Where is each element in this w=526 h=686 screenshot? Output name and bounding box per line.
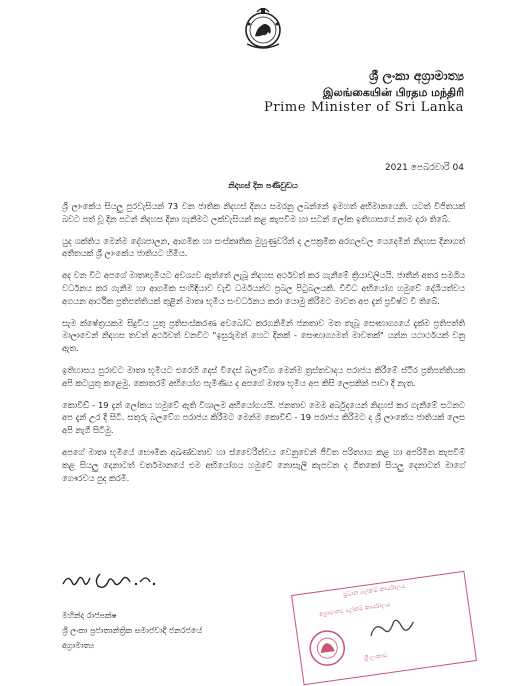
signer-title: අග්‍රාමාත්‍ය [62,641,95,650]
stamp-line: ශ්‍රී ලංකාව [363,651,388,663]
english-title: Prime Minister of Sri Lanka [264,100,464,115]
sri-lanka-emblem [241,6,285,52]
stamp-line: අග්‍රාමාත්‍ය ලේකම් කාර්යාලය [318,600,391,618]
paragraph: ඉතිහාසය පුරාවට මාතෘ භූමියට එරෙහි දෙස් විදෙස් බලවේග මෙන්ම ත්‍රස්තවාදය පරාජය කිරීමේ ස්ථිර ප්‍රතිපත්තියක අපි කටයුතු කළෙමු. කොතරම් අභියෝග පැමිණිය ද අපගේ මාතෘ භූමිය අප කිසි ලෙසකින් පාවා දී නැත. [62,364,465,388]
tamil-title: இலங்கையின் பிரதம மந்திரி [322,86,464,99]
signer-party: ශ්‍රී ලංකා ප්‍රජාතාන්ත්‍රික සමාජවාදී ජනරජයේ [62,626,203,635]
letter-subject: නිදහස් දින පණිවුඩය [228,181,298,190]
paragraph: යුද ශක්තිය මෙන්ම දේශපාලන, ආගමික හා සංස්කෘතික මුහුණුවරින් ද උපක්‍රමික අරගලවල යෙදෙමින් නිදහස දිනාගත් අතීතයක් ශ්‍රී ලාංකේය ජාතියට හිමිය. [62,235,465,259]
paragraph: අපගේ මාතෘ භූමියේ භෞමික අඛණ්ඩතාව හා ස්වෛරීත්වය වෙනුවෙන් ජීවිත පරිත්‍යාග කළ හා අපරිමිත කැපවීම් කළ සියලු දෙනාටත් වර්තමානයේ එම අභියෝගය හමුවේ නොසැලී කැපවන ද ගිතකෝ සියලු දෙනාටත් මාගේ ගෞරවය පුද කරමි. [62,446,465,483]
signer-name: මහින්ද රාජපක්ෂ [62,611,117,620]
letter-date: 2021 පෙබරවාරි 04 [384,163,464,173]
handwritten-signature [60,566,180,594]
stamp-line: ප්‍රධාන ලේකම් කාර්යාලය [342,582,406,599]
letter-body [62,200,465,493]
paragraph: අද වන විට අපගේ මාතෘභූමියට අවශ්‍යව ඇත්තේ ලැබූ නිදහස අර්ථවත් කර ගැනීමේ ක්‍රියාවලියයි. ජාතීන් අතර සමගිය වර්ධනය කර ගැනීම හා ආගමික සංහිඳියාව වැඩි ධර්මයන්ට ප්‍රබල පිටුබලයකි. විවිධ අභියෝග හමුවේ දේශියත්වය අගයන ආර්ථික ප්‍රතිපත්තියක් තුළින් මාතෘ භූමිය සංවර්ධනය කරා යොමු කිරීමට මාවත අප දැන් ප්‍රවිෂ්ට වී තිබේ. [62,270,465,306]
paragraph: කොවිඩ් - 19 දැන් ලෝකය හමුවේ ඇති විශාලම අභියෝගයයි. ජනතාව මෙම අර්බුදයෙන් නිදහස් කර ගැනීමේ සටනට අප දැන් උර දී සිටී. සතුරු බලවේග පරාජය කිරීමට මෙන්ම කොවිඩ් - 19 පරාජය කිරීමට ද ශ්‍රී ලාංකේය ජාතියක් ලෙස අපි නැගී සිටිමු. [62,399,465,436]
office-stamp [290,570,477,686]
paragraph: සැම ක්ෂේත්‍රයකම සිදුවිය යුතු ප්‍රතිසංස්කරණ අවබෝධ කරගනිමින් ජනතාව මත තැබූ සෞභාග්‍යයේ දැක්ම ප්‍රතිපත්ති මාලාවෙන් නිදහස තවත් අර්ථවත් වනවිට "ඉසුරුමත් හෙට දිනක් - සෞභාග්‍යමත් මාවතක්" යන්න යථාර්ථයක් වනු ඇත. [62,317,465,354]
paragraph: ශ්‍රී ලාංකේය සියලු පුරවැසියන් 73 වන ජාතික නිදහස් දිනය සමරනු ලබන්නේ ඉමහත් අභිමානයෙනි. යටත් විජිතයක් බවට පත් වූ දින පටන් නිදහස දිනා ගැනීමට ලක්වැසියන් කළ කැපවීම හා සටන් ලෝක ඉතිහාසයේ නාම දරා තිබේ. [62,201,465,224]
sinhala-title: ශ්‍රී ලංකා අග්‍රාමාත්‍ය [369,68,464,83]
stamp-seal-icon [306,626,349,671]
